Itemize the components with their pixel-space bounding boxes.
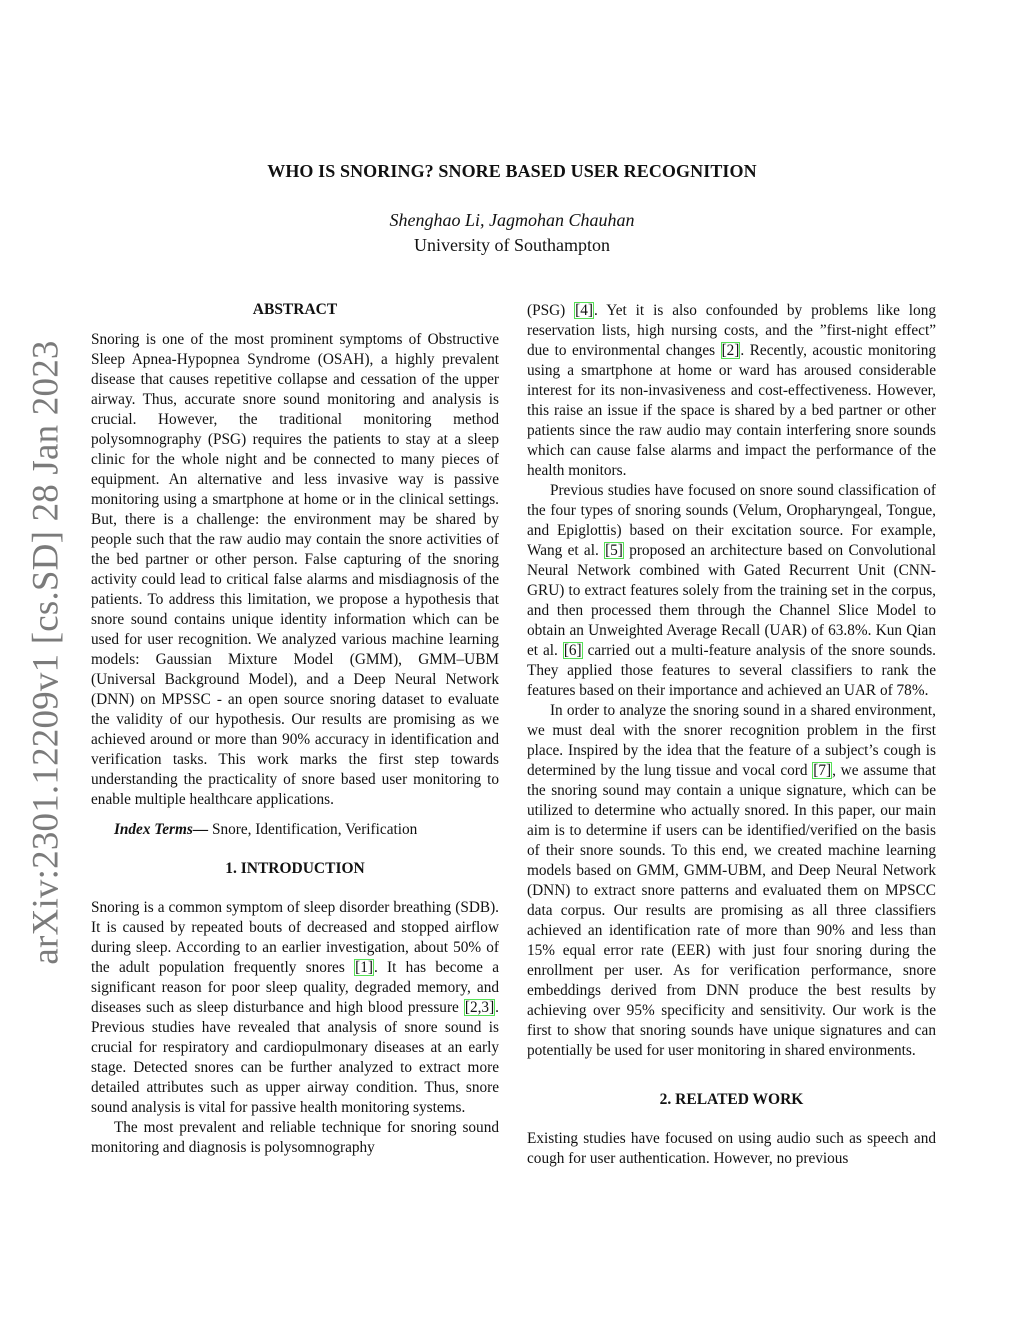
intro-p4-text-c: carried out a multi-feature analysis of the snore sounds. They applied those features to several classifiers to rank the features based on their importance and achieved an UAR of 78%. — [527, 642, 936, 699]
intro-paragraph-4 — [527, 481, 936, 701]
abstract-heading: ABSTRACT — [252, 301, 338, 318]
citation-link-3[interactable]: 3] — [481, 999, 495, 1016]
intro-p3-text-a: (PSG) — [527, 302, 575, 319]
intro-p1-text-a: Snoring is a common symptom of sleep disorder breathing (SDB). It is caused by repeated bouts of decreased and stopped airflow during sleep. According to an earlier investigation, about 50% of the adult population frequently snores — [91, 899, 499, 976]
citation-link-2-3[interactable] — [464, 999, 495, 1016]
citation-link-1[interactable]: [1] — [355, 959, 373, 976]
citation-link-2[interactable]: [2, — [464, 999, 482, 1016]
index-terms-label: Index Terms— — [113, 821, 209, 838]
intro-paragraph-1 — [91, 898, 499, 1118]
index-terms-text: Snore, Identification, Verification — [208, 821, 418, 838]
related-work-heading: 2. RELATED WORK — [659, 1091, 804, 1108]
abstract-text: Snoring is one of the most prominent symptoms of Obstructive Sleep Apnea-Hypopnea Syndrome (OSAH), a highly prevalent disease that causes repetitive collapse and cessation of the upper airway. Thus, accurate snore sound monitoring and analysis is crucial. However, the traditional monitoring method polysomnography (PSG) requires the patients to stay at a sleep clinic for the whole night and be connected to many pieces of equipment. An alternative and less invasive way is passive monitoring using a smartphone at home or in the clinical settings. But, there is a challenge: the environment may be shared by people such that the raw audio may contain the snore activities of the bed partner or other person. False capturing of the snoring activity could lead to critical false alarms and misdiagnosis of the patients. To address this limitation, we propose a hypothesis that snore sound contains unique identity information which can be used for user recognition. We analyzed various machine learning models: Gaussian Mixture Model (GMM), GMM–UBM (Universal Background Model), and a Deep Neural Network (DNN) on MPSSC - an open source snoring dataset to evaluate the validity of our hypothesis. Our results are promising as we achieved around or more than 90% accuracy in identification and verification tasks. This work marks the first step towards understanding the practicality of snore based user monitoring to enable multiple healthcare applications. — [91, 331, 499, 808]
paper-title: WHO IS SNORING? SNORE BASED USER RECOGNITION — [267, 161, 757, 181]
citation-link-5[interactable]: [5] — [605, 542, 623, 559]
intro-p1-text-b: . It has become a significant reason for poor sleep quality, degraded memory, and diseases such as sleep disturbance and high blood pressure — [91, 959, 499, 1016]
intro-paragraph-2: The most prevalent and reliable technique for snoring sound monitoring and diagnosis is polysomnography — [91, 1119, 499, 1156]
citation-link-7[interactable]: [7] — [813, 762, 832, 779]
intro-p3-text-c: . Recently, acoustic monitoring using a smartphone at home or ward has aroused considerable interest for its non-invasiveness and cost-effectiveness. However, this raise an issue if the space is shared by a bed partner or other patients since the raw audio may contain interfering snore sounds which can cause false alarms and impact the performance of the health monitors. — [527, 342, 936, 479]
introduction-heading: 1. INTRODUCTION — [225, 860, 365, 877]
index-terms — [91, 820, 499, 840]
right-column — [527, 301, 936, 1169]
intro-p5-text-a: In order to analyze the snoring sound in a shared environment, we must deal with the snorer recognition problem in the first place. Inspired by the idea that the feature of a subject’s cough is determined by the lung tissue and vocal cord — [527, 702, 936, 779]
intro-p4-text-a: Previous studies have focused on snore sound classification of the four types of snoring sounds (Velum, Oropharyngeal, Tongue, and Epiglottis) based on their excitation source. For example, Wang et al. — [527, 482, 936, 559]
arxiv-stamp — [25, 339, 67, 965]
intro-p5-text-b: , we assume that the snoring sound may contain a unique signature, which can be utilized to determine who actually snored. In this paper, our main aim is to determine if users can be identified/verified on the basis of their snore sounds. To this end, we created machine learning models based on GMM, GMM-UBM, and Deep Neural Network (DNN) to extract snore patterns and evaluated them on MPSCC data corpus. Our results are promising as all three classifiers achieved an identification rate of more than 90% and less than 15% equal error rate (EER) with just four snoring during the enrollment per user. As for verification performance, snore embeddings derived from DNN produce the best results by achieving over 95% specificity and sensitivity. Our work is the first to show that snoring sounds have unique signatures and can potentially be used for user monitoring in shared environments. — [527, 762, 936, 1059]
intro-p4-text-b: proposed an architecture based on Convolutional Neural Network combined with Gated Recurrent Unit (CNN-GRU) to extract features solely from the training set in the corpus, and then processed them through the Channel Slice Model to obtain an Unweighted Average Recall (UAR) of 63.8%. Kun Qian et al. — [527, 542, 936, 659]
intro-paragraph-3 — [527, 301, 936, 481]
citation-link-4[interactable]: [4] — [575, 302, 594, 319]
arxiv-stamp-text: arXiv:2301.12209v1 [cs.SD] 28 Jan 2023 — [25, 339, 67, 965]
left-column — [91, 300, 499, 1158]
intro-paragraph-5 — [527, 701, 936, 1061]
citation-link-2b[interactable]: [2] — [721, 342, 740, 359]
intro-p3-text-b: . Yet it is also confounded by problems like long reservation lists, high nursing costs, and the ”first-night effect” due to environmental changes — [527, 302, 936, 359]
citation-link-6[interactable]: [6] — [563, 642, 582, 659]
paper-authors: Shenghao Li, Jagmohan Chauhan — [389, 210, 635, 230]
intro-p1-text-c: . Previous studies have revealed that analysis of snore sound is crucial for respiratory and cardiopulmonary diseases at an early stage. Detected snores can be further analyzed to extract more detailed attributes such as upper airway condition. Thus, snore sound analysis is vital for passive health monitoring systems. — [91, 999, 499, 1116]
related-work-paragraph-1: Existing studies have focused on using audio such as speech and cough for user authentication. However, no previous — [527, 1130, 936, 1167]
paper-affiliation: University of Southampton — [414, 235, 610, 255]
